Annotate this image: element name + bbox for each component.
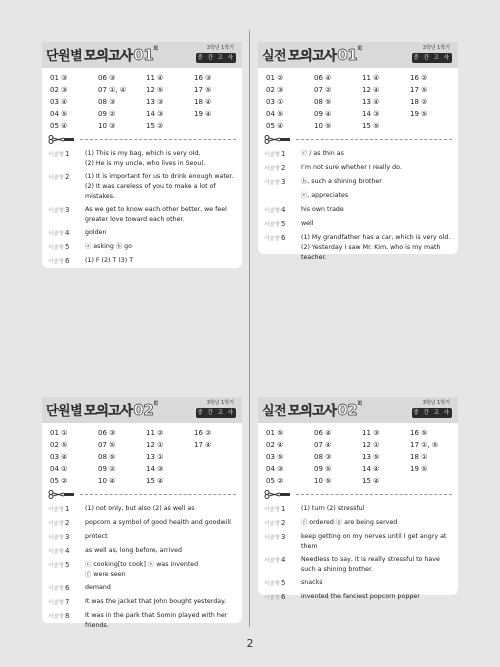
answer-text <box>85 560 236 580</box>
answer-item: 11 ② <box>146 429 164 437</box>
question-label <box>48 242 85 253</box>
question-type: 서술형 <box>48 175 64 181</box>
answer-text <box>85 611 236 631</box>
question-label <box>48 546 85 557</box>
answer-item: 02 ③ <box>50 86 68 94</box>
answer-line: (1) not only, but also (2) as well as <box>85 505 195 512</box>
answer-line: snacks <box>301 579 323 586</box>
question-label <box>264 205 301 216</box>
written-answer-row <box>264 233 452 263</box>
card-header <box>258 397 458 423</box>
answer-item: 10 ⑤ <box>314 122 332 130</box>
title-test-name: 모의고사 <box>84 404 133 419</box>
card-title <box>262 400 362 419</box>
grade-term-label: 3학년 1학기 <box>206 45 234 51</box>
answer-line: (1) It is important for us to drink enough water. <box>85 173 234 180</box>
question-number: 4 <box>280 556 286 564</box>
answer-item: 14 ④ <box>362 465 380 473</box>
written-answer-row <box>48 504 236 515</box>
exam-type-badge: 중 간 고 사 <box>413 410 451 416</box>
answer-line: ⓒ cooking[to cook] ⓔ was invented <box>85 561 199 568</box>
question-label <box>48 504 85 515</box>
answer-item: 01 ② <box>266 74 284 82</box>
scissors-icon <box>264 135 292 144</box>
answer-item: 03 ④ <box>50 98 68 106</box>
answer-text <box>301 233 452 263</box>
answer-line: keep getting on my nerves until I get angry at them <box>301 533 447 550</box>
answer-item: 02 ③ <box>266 86 284 94</box>
question-type: 서술형 <box>48 259 64 265</box>
section-separator <box>264 133 452 147</box>
written-answer-row <box>48 172 236 202</box>
written-answer-row <box>264 149 452 160</box>
answer-item: 06 ④ <box>314 74 332 82</box>
written-answer-row <box>48 228 236 239</box>
title-category: 단원별 <box>46 49 83 64</box>
question-label <box>48 597 85 608</box>
answer-line: his own trade <box>301 206 344 213</box>
card-header <box>42 42 242 68</box>
answer-line: (2) He is my uncle, who lives in Seoul. <box>85 160 206 167</box>
answer-item: 14 ③ <box>146 465 164 473</box>
written-answer-row <box>264 555 452 575</box>
card-title <box>46 45 158 64</box>
title-test-name: 모의고사 <box>84 49 133 64</box>
title-suffix: 회 <box>153 46 158 52</box>
question-type: 서술형 <box>48 563 64 569</box>
answer-line: (1) My grandfather has a car, which is very old. <box>301 234 451 241</box>
answer-line: invented the fanciest popcorn popper <box>301 593 420 600</box>
answer-text <box>85 504 236 515</box>
question-label <box>48 228 85 239</box>
question-number: 2 <box>64 519 70 527</box>
answer-item: 05 ④ <box>50 122 68 130</box>
answer-item: 17 ⑤ <box>194 86 212 94</box>
question-label <box>264 219 301 230</box>
question-type: 서술형 <box>264 558 280 564</box>
answer-item: 10 ④ <box>98 477 116 485</box>
question-type: 서술형 <box>264 152 280 158</box>
answer-text <box>301 149 452 160</box>
answer-item: 16 ② <box>410 74 428 82</box>
answer-item: 14 ③ <box>362 110 380 118</box>
answer-item: 08 ③ <box>314 453 332 461</box>
question-number: 4 <box>64 547 70 555</box>
question-number: 2 <box>64 173 70 181</box>
question-type: 서술형 <box>48 245 64 251</box>
answer-item: 03 ① <box>266 98 284 106</box>
answer-line: (1) F (2) T (3) T <box>85 257 134 264</box>
answer-text <box>301 592 452 603</box>
question-label <box>48 149 85 169</box>
answer-text <box>85 597 236 608</box>
answer-item: 10 ③ <box>98 122 116 130</box>
title-suffix: 회 <box>153 401 158 407</box>
written-answer-row <box>48 611 236 631</box>
answer-line: Needless to say, it is really stressful to have such a shining brother. <box>301 556 440 573</box>
exam-type-badge: 중 간 고 사 <box>197 55 235 61</box>
question-label <box>48 205 85 225</box>
answer-line: ⓐ asking ⓑ go <box>85 243 132 250</box>
question-type: 서술형 <box>48 507 64 513</box>
question-label <box>264 518 301 529</box>
question-number: 4 <box>280 206 286 214</box>
answer-line: ⓑ, such a shining brother <box>301 178 382 185</box>
question-label <box>48 172 85 202</box>
question-type: 서술형 <box>264 180 280 186</box>
dashed-line <box>80 494 236 495</box>
exam-type-badge: 중 간 고 사 <box>197 410 235 416</box>
answer-item: 07 ④ <box>314 441 332 449</box>
written-answer-row <box>48 242 236 253</box>
answer-grid <box>50 73 242 133</box>
written-answer-row <box>264 177 452 188</box>
question-type: 서술형 <box>48 535 64 541</box>
title-category: 실전 <box>262 404 287 419</box>
answer-text <box>85 546 236 557</box>
answer-text <box>85 583 236 594</box>
dashed-line <box>80 139 236 140</box>
question-type: 서술형 <box>48 152 64 158</box>
question-number: 6 <box>280 593 286 601</box>
answer-item: 19 ④ <box>194 110 212 118</box>
answer-line: (2) Yesterday I saw Mr. Kim, who is my math teacher. <box>301 244 441 261</box>
written-answer-row <box>48 583 236 594</box>
answer-item: 18 ② <box>410 98 428 106</box>
answer-item: 02 ⑤ <box>50 441 68 449</box>
written-answer-row <box>264 532 452 552</box>
answer-item: 12 ① <box>362 441 380 449</box>
answer-item: 11 ③ <box>362 429 380 437</box>
written-answer-row <box>264 219 452 230</box>
answer-text <box>85 149 236 169</box>
question-type: 서술형 <box>264 208 280 214</box>
question-type: 서술형 <box>48 614 64 620</box>
question-label <box>264 532 301 552</box>
answer-text <box>85 205 236 225</box>
answer-item: 13 ⑤ <box>362 453 380 461</box>
answer-item: 15 ② <box>146 122 164 130</box>
answer-card <box>258 397 458 601</box>
written-answer-row <box>48 256 236 267</box>
answer-line: golden <box>85 229 107 236</box>
answer-item: 01 ① <box>50 429 68 437</box>
written-answer-row <box>264 592 452 603</box>
title-suffix: 회 <box>357 46 362 52</box>
written-answer-row <box>48 532 236 543</box>
answer-item: 11 ④ <box>146 74 164 82</box>
title-number: 02 <box>133 401 154 419</box>
answer-line: It was the jacket that John bought yesterday. <box>85 598 226 605</box>
written-answer-row <box>264 191 452 202</box>
answer-text <box>301 504 452 515</box>
question-type: 서술형 <box>264 507 280 513</box>
answer-item: 17 ④ <box>194 441 212 449</box>
answer-item: 07 ①, ④ <box>98 86 127 94</box>
answer-text <box>301 219 452 230</box>
section-separator <box>264 488 452 502</box>
title-number: 02 <box>337 401 358 419</box>
answer-item: 07 ② <box>314 86 332 94</box>
answer-item: 06 ③ <box>98 74 116 82</box>
question-type: 서술형 <box>264 236 280 242</box>
answer-text <box>301 532 452 552</box>
answer-line: (1) This is my bag, which is very old. <box>85 150 201 157</box>
answer-item: 19 ⑤ <box>410 465 428 473</box>
answer-item: 19 ⑤ <box>410 110 428 118</box>
question-label <box>48 256 85 267</box>
answer-item: 18 ④ <box>194 98 212 106</box>
answer-item: 18 ① <box>410 453 428 461</box>
answer-text <box>301 191 452 202</box>
question-label <box>264 578 301 589</box>
dashed-line <box>296 139 452 140</box>
answer-item: 08 ⑤ <box>98 453 116 461</box>
answer-item: 01 ③ <box>50 74 68 82</box>
answer-item: 09 ⑤ <box>314 465 332 473</box>
question-number: 6 <box>64 584 70 592</box>
title-category: 단원별 <box>46 404 83 419</box>
answer-line: I’m not sure whether I really do. <box>301 164 402 171</box>
answer-item: 03 ④ <box>50 453 68 461</box>
written-answers <box>264 149 452 263</box>
question-type: 서술형 <box>48 549 64 555</box>
title-test-name: 모의고사 <box>288 49 337 64</box>
page-divider <box>249 30 250 627</box>
question-type: 서술형 <box>264 166 280 172</box>
question-number: 6 <box>64 257 70 265</box>
scissors-icon <box>48 490 76 499</box>
answer-item: 05 ② <box>50 477 68 485</box>
answer-item: 09 ② <box>98 110 116 118</box>
written-answers <box>48 504 236 631</box>
written-answer-row <box>264 163 452 174</box>
question-number: 2 <box>280 164 286 172</box>
answer-line: well <box>301 220 314 227</box>
written-answer-row <box>48 518 236 529</box>
title-test-name: 모의고사 <box>288 404 337 419</box>
question-number: 4 <box>64 229 70 237</box>
question-number: 5 <box>280 579 286 587</box>
written-answers <box>48 149 236 267</box>
answer-item: 13 ③ <box>146 98 164 106</box>
written-answer-row <box>48 546 236 557</box>
question-label <box>264 504 301 515</box>
question-label <box>264 177 301 188</box>
question-number: 1 <box>64 150 70 158</box>
answer-line: As we get to know each other better, we feel greater love toward each other. <box>85 206 227 223</box>
answer-line: It was in the park that Somin played with her friends. <box>85 612 228 629</box>
answer-line: ⓕ ordered ⓖ are being served <box>301 519 398 526</box>
written-answer-row <box>264 504 452 515</box>
written-answer-row <box>264 578 452 589</box>
written-answer-row <box>264 205 452 216</box>
answer-item: 05 ④ <box>266 122 284 130</box>
answer-line: ⓔ, appreciates <box>301 192 349 199</box>
answer-item: 16 ⑤ <box>410 429 428 437</box>
answer-item: 10 ⑤ <box>314 477 332 485</box>
question-label <box>48 518 85 529</box>
question-type: 서술형 <box>264 581 280 587</box>
answer-item: 04 ③ <box>266 465 284 473</box>
answer-item: 05 ② <box>266 477 284 485</box>
card-header <box>258 42 458 68</box>
answer-item: 13 ④ <box>362 98 380 106</box>
question-label <box>264 191 301 202</box>
answer-item: 16 ② <box>194 429 212 437</box>
question-type: 서술형 <box>264 535 280 541</box>
question-label <box>48 532 85 543</box>
card-title <box>262 45 362 64</box>
question-number: 2 <box>280 519 286 527</box>
written-answer-row <box>48 205 236 225</box>
section-separator <box>48 488 236 502</box>
answer-line: (1) turn (2) stressful <box>301 505 365 512</box>
scissors-icon <box>48 135 76 144</box>
answer-item: 04 ⑤ <box>266 110 284 118</box>
question-number: 3 <box>280 178 286 186</box>
answer-line: (2) It was careless of you to make a lot of mistakes. <box>85 183 216 200</box>
answer-item: 14 ③ <box>146 110 164 118</box>
scissors-icon <box>264 490 292 499</box>
question-type: 서술형 <box>48 208 64 214</box>
answer-line: popcorn a symbol of good health and goodwill <box>85 519 231 526</box>
answer-item: 12 ④ <box>362 86 380 94</box>
grade-term-label: 3학년 1학기 <box>422 45 450 51</box>
written-answer-row <box>48 149 236 169</box>
card-header <box>42 397 242 423</box>
question-number: 6 <box>280 234 286 242</box>
answer-line: as well as, long before, arrived <box>85 547 182 554</box>
title-number: 01 <box>337 46 358 64</box>
page-number: 2 <box>246 637 254 650</box>
question-label <box>48 560 85 580</box>
question-label <box>264 555 301 575</box>
answer-text <box>85 172 236 202</box>
question-label <box>48 583 85 594</box>
question-number: 5 <box>64 561 70 569</box>
answer-item: 09 ④ <box>314 110 332 118</box>
answer-item: 02 ④ <box>266 441 284 449</box>
answer-item: 11 ④ <box>362 74 380 82</box>
question-type: 서술형 <box>264 595 280 601</box>
answer-item: 03 ⑤ <box>266 453 284 461</box>
answer-text <box>301 518 452 529</box>
answer-card <box>42 42 242 268</box>
answer-item: 06 ③ <box>98 429 116 437</box>
section-separator <box>48 133 236 147</box>
answer-item: 12 ⑤ <box>146 86 164 94</box>
answer-text <box>301 163 452 174</box>
question-label <box>264 149 301 160</box>
written-answer-row <box>48 597 236 608</box>
answer-text <box>85 242 236 253</box>
written-answers <box>264 504 452 603</box>
answer-text <box>85 518 236 529</box>
dashed-line <box>296 494 452 495</box>
exam-type-badge: 중 간 고 사 <box>413 55 451 61</box>
title-category: 실전 <box>262 49 287 64</box>
answer-grid <box>50 428 242 488</box>
answer-text <box>85 256 236 267</box>
question-number: 8 <box>64 612 70 620</box>
answer-item: 04 ⑤ <box>50 110 68 118</box>
answer-grid <box>266 73 458 133</box>
answer-text <box>85 228 236 239</box>
question-label <box>264 163 301 174</box>
question-label <box>264 233 301 263</box>
question-number: 7 <box>64 598 70 606</box>
answer-line: protect <box>85 533 108 540</box>
answer-text <box>85 532 236 543</box>
answer-item: 09 ② <box>98 465 116 473</box>
answer-item: 17 ⑤ <box>410 86 428 94</box>
question-number: 3 <box>280 533 286 541</box>
answer-item: 13 ① <box>146 453 164 461</box>
answer-item: 17 ①, ⑤ <box>410 441 439 449</box>
answer-item: 07 ⑤ <box>98 441 116 449</box>
answer-item: 15 ⑤ <box>362 122 380 130</box>
question-number: 3 <box>64 206 70 214</box>
card-title <box>46 400 158 419</box>
question-number: 1 <box>64 505 70 513</box>
answer-line: ⓒ / as thin as <box>301 150 344 157</box>
grade-term-label: 3학년 1학기 <box>422 400 450 406</box>
written-answer-row <box>264 518 452 529</box>
question-number: 1 <box>280 505 286 513</box>
answer-item: 12 ① <box>146 441 164 449</box>
answer-line: demand <box>85 584 111 591</box>
question-type: 서술형 <box>48 600 64 606</box>
answer-line: ⓕ were seen <box>85 571 126 578</box>
question-number: 5 <box>280 220 286 228</box>
answer-card <box>258 42 458 261</box>
question-type: 서술형 <box>264 222 280 228</box>
answer-item: 15 ④ <box>146 477 164 485</box>
answer-item: 08 ⑤ <box>314 98 332 106</box>
question-label <box>264 592 301 603</box>
question-number: 5 <box>64 243 70 251</box>
title-suffix: 회 <box>357 401 362 407</box>
answer-item: 15 ④ <box>362 477 380 485</box>
answer-item: 06 ④ <box>314 429 332 437</box>
answer-text <box>301 205 452 216</box>
question-type: 서술형 <box>48 231 64 237</box>
question-label <box>48 611 85 631</box>
answer-item: 01 ⑤ <box>266 429 284 437</box>
answer-text <box>301 555 452 575</box>
question-type: 서술형 <box>48 521 64 527</box>
answer-item: 08 ③ <box>98 98 116 106</box>
answer-card <box>42 397 242 629</box>
title-number: 01 <box>133 46 154 64</box>
question-type: 서술형 <box>264 521 280 527</box>
answer-item: 04 ① <box>50 465 68 473</box>
question-number: 1 <box>280 150 286 158</box>
written-answer-row <box>48 560 236 580</box>
answer-text <box>301 578 452 589</box>
answer-grid <box>266 428 458 488</box>
answer-text <box>301 177 452 188</box>
answer-item: 16 ③ <box>194 74 212 82</box>
question-number: 3 <box>64 533 70 541</box>
grade-term-label: 3학년 1학기 <box>206 400 234 406</box>
question-type: 서술형 <box>48 586 64 592</box>
